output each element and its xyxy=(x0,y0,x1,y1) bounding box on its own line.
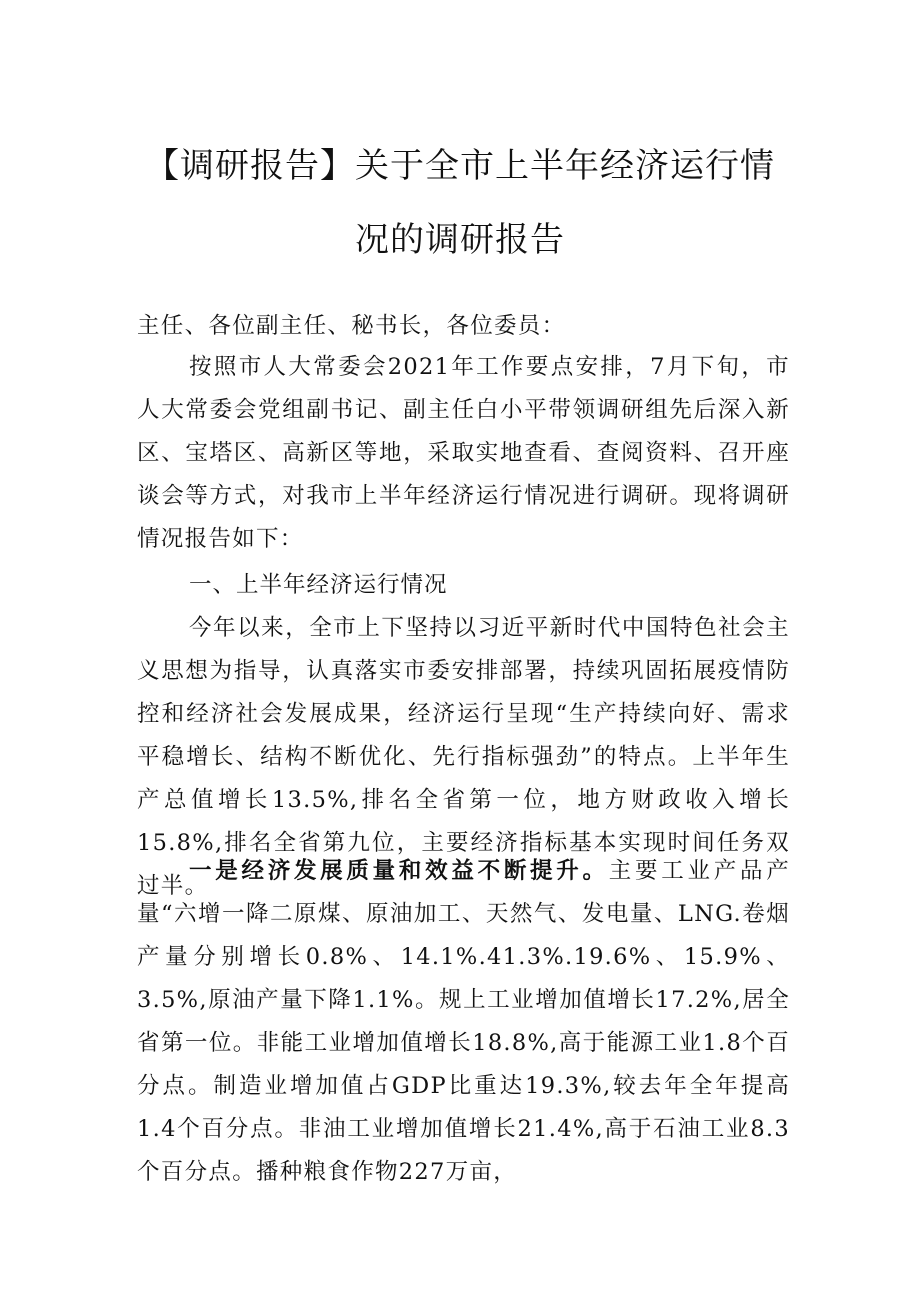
paragraph-quality xyxy=(137,850,790,1194)
document-title-line-2: 况的调研报告 xyxy=(355,220,565,260)
section-heading-1: 一、上半年经济运行情况 xyxy=(189,572,448,598)
paragraph-quality-lead: 一是经济发展质量和效益不断提升。 xyxy=(189,858,609,884)
salutation: 主任、各位副主任、秘书长，各位委员： xyxy=(137,313,566,339)
paragraph-quality-body: 主要工业产品产量“六增一降二原煤、原油加工、天然气、发电量、LNG.卷烟产量分别增长0.8%、14.1%.41.3%.19.6%、15.9%、3.5%,原油产量下降1.1%。规上工业增加值增长17.2%,居全省第一位。非能工业增加值增长18.8%,高于能源工业1.8个百分点。制造业增加值占GDP比重达19.3%,较去年全年提高1.4个百分点。非油工业增加值增长21.4%,高于石油工业8.3个百分点。播种粮食作物227万亩， xyxy=(137,858,790,1185)
document-title-line-1: 【调研报告】关于全市上半年经济运行情 xyxy=(145,146,775,186)
paragraph-overview: 今年以来，全市上下坚持以习近平新时代中国特色社会主义思想为指导，认真落实市委安排部署，持续巩固拓展疫情防控和经济社会发展成果，经济运行呈现“生产持续向好、需求平稳增长、结构不断优化、先行指标强劲”的特点。上半年生产总值增长13.5%,排名全省第一位，地方财政收入增长15.8%,排名全省第九位，主要经济指标基本实现时间任务双过半。 xyxy=(137,615,790,899)
paragraph-intro: 按照市人大常委会2021年工作要点安排，7月下旬，市人大常委会党组副书记、副主任白小平带领调研组先后深入新区、宝塔区、高新区等地，采取实地查看、查阅资料、召开座谈会等方式，对我市上半年经济运行情况进行调研。现将调研情况报告如下： xyxy=(137,354,790,552)
